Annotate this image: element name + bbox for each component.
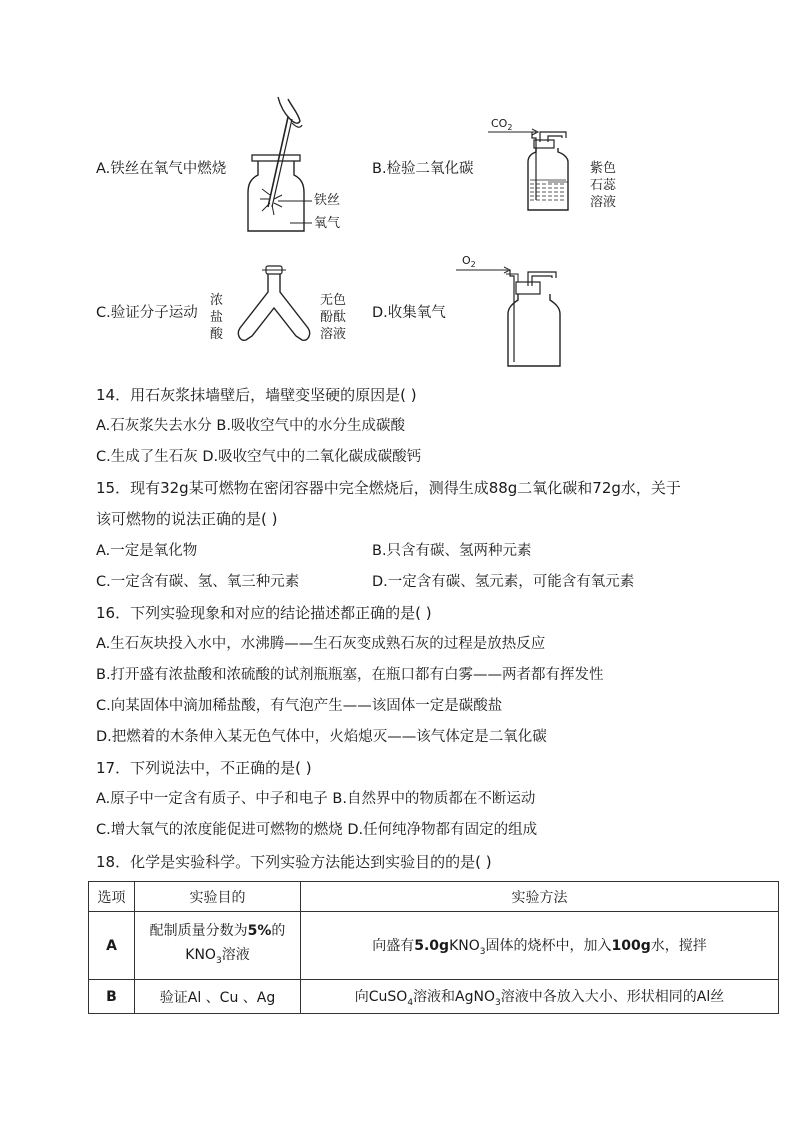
phenol-label-2: 酚酞 [320,310,347,325]
q17-options-row-2: C.增大氧气的浓度能促进可燃物的燃烧 D.任何纯净物都有固定的组成 [96,822,538,838]
row-b-method: 向CuSO$_4$溶液和AgNO$_3$溶液中各放入大小、形状相同的Al丝 [301,980,779,1014]
hcl-label-1: 浓 [210,293,224,308]
q15-option-a: A.一定是氧化物 [96,543,198,559]
q15-stem-line-2: 该可燃物的说法正确的是( ) [96,510,278,528]
q18-table [88,881,779,1014]
litmus-label-1: 紫色 [590,161,617,176]
q16-option-c: C.向某固体中滴加稀盐酸，有气泡产生——该固体一定是碳酸盐 [96,698,503,714]
y-tube-diagram [232,262,318,348]
litmus-label-2: 石蕊 [590,178,617,193]
phenol-label-1: 无色 [320,293,347,308]
iron-wire-burning-diagram [240,95,360,240]
q15-stem-line-1: 15．现有32g某可燃物在密闭容器中完全燃烧后，测得生成88g二氧化碳和72g水，关于 [96,479,681,497]
co2-label: $CO_2$ [491,117,513,133]
option-a-label: A.铁丝在氧气中燃烧 [96,161,227,177]
q14-options-row-2: C.生成了生石灰 D.吸收空气中的二氧化碳成碳酸钙 [96,449,422,465]
table-row [89,980,779,1014]
oxygen-label: 氧气 [314,216,341,231]
table-header-row [89,882,779,912]
q15-option-d: D.一定含有碳、氢元素，可能含有氧元素 [372,574,635,590]
iron-wire-label: 铁丝 [314,193,341,208]
o2-label: $O_2$ [462,254,476,270]
row-b-purpose: 验证Al 、Cu 、Ag [135,980,301,1014]
hcl-label-2: 盐 [210,310,224,325]
option-b-label: B.检验二氧化碳 [372,161,474,177]
header-purpose: 实验目的 [135,882,301,912]
row-a-purpose: 配制质量分数为5%的 $KNO_3$溶液 [135,912,301,980]
hcl-label-3: 酸 [210,327,224,342]
row-a-option: A [89,912,135,980]
q18-stem: 18．化学是实验科学。下列实验方法能达到实验目的的是( ) [96,853,492,871]
q16-option-a: A.生石灰块投入水中，水沸腾——生石灰变成熟石灰的过程是放热反应 [96,636,546,652]
q16-stem: 16．下列实验现象和对应的结论描述都正确的是( ) [96,604,432,622]
header-option: 选项 [89,882,135,912]
q16-option-b: B.打开盛有浓盐酸和浓硫酸的试剂瓶瓶塞，在瓶口都有白雾——两者都有挥发性 [96,667,604,683]
litmus-label-3: 溶液 [590,195,617,210]
header-method: 实验方法 [301,882,779,912]
q15-option-b: B.只含有碳、氢两种元素 [372,543,532,559]
q14-options-row-1: A.石灰浆失去水分 B.吸收空气中的水分生成碳酸 [96,418,405,434]
q17-options-row-1: A.原子中一定含有质子、中子和电子 B.自然界中的物质都在不断运动 [96,791,536,807]
gas-collection-bottle-diagram [456,264,568,372]
q16-option-d: D.把燃着的木条伸入某无色气体中，火焰熄灭——该气体定是二氧化碳 [96,729,547,745]
row-b-option: B [89,980,135,1014]
table-row [89,912,779,980]
q15-option-c: C.一定含有碳、氢、氧三种元素 [96,574,300,590]
option-c-label: C.验证分子运动 [96,305,198,321]
row-a-method: 向盛有5.0gKNO$_3$固体的烧杯中，加入100g水，搅拌 [301,912,779,980]
q14-stem: 14．用石灰浆抹墙壁后，墙壁变坚硬的原因是( ) [96,386,417,404]
co2-test-bottle-diagram [488,128,578,218]
q17-stem: 17．下列说法中，不正确的是( ) [96,759,312,777]
phenol-label-3: 溶液 [320,327,347,342]
option-d-label: D.收集氧气 [372,305,446,321]
